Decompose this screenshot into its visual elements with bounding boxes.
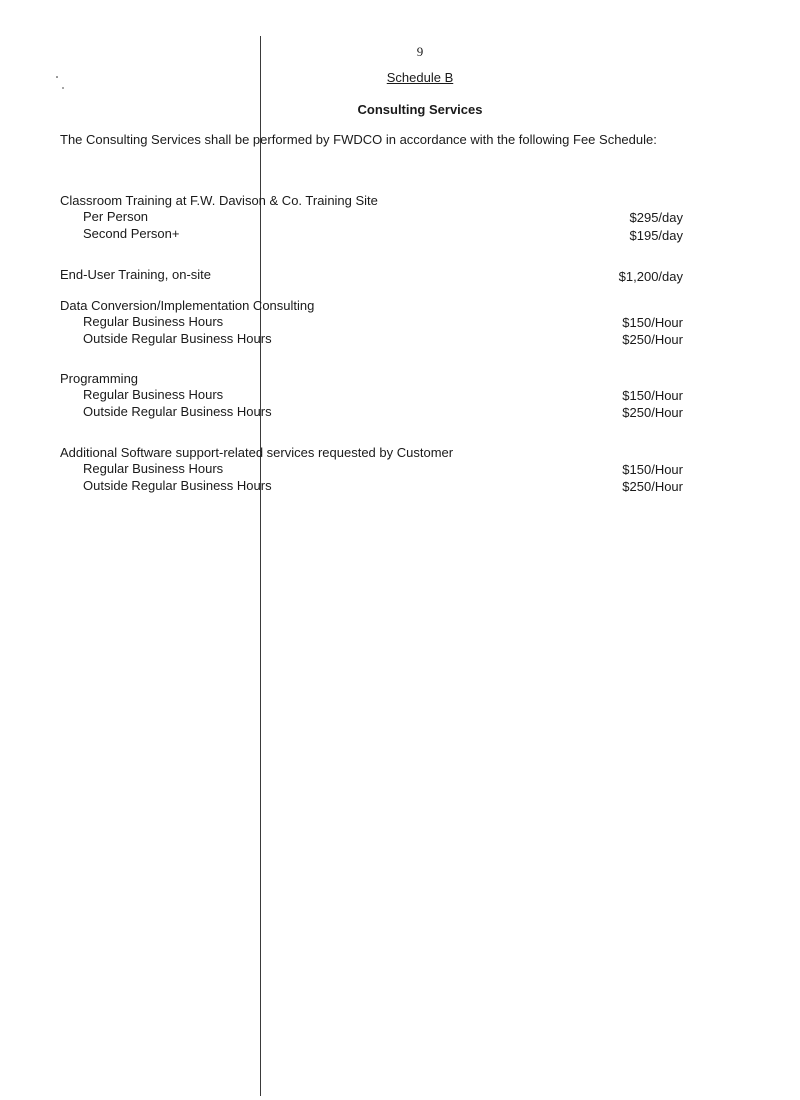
fee-group-title: Classroom Training at F.W. Davison & Co. Training Site xyxy=(60,193,378,208)
scan-speck xyxy=(62,87,64,89)
fee-item-label: Outside Regular Business Hours xyxy=(83,478,272,493)
fee-item-label: Second Person+ xyxy=(83,226,180,241)
fee-group-title: Data Conversion/Implementation Consulting xyxy=(60,298,315,313)
fee-item-price: $195/day xyxy=(629,228,683,243)
fee-group-title: Additional Software support-related services requested by Customer xyxy=(60,445,454,460)
page-number: 9 xyxy=(416,44,424,59)
fee-item-price: $150/Hour xyxy=(622,388,683,403)
section-heading: Consulting Services xyxy=(357,102,483,117)
fee-item-label: Regular Business Hours xyxy=(83,387,224,402)
fee-item-label: Per Person xyxy=(83,209,149,224)
fee-item-label: Regular Business Hours xyxy=(83,461,224,476)
fee-item-price: $250/Hour xyxy=(622,479,683,494)
intro-paragraph: The Consulting Services shall be performed by FWDCO in accordance with the following Fee Schedule: xyxy=(60,132,657,147)
fee-group-title: End-User Training, on-site xyxy=(60,267,212,282)
fee-item-label: Outside Regular Business Hours xyxy=(83,331,272,346)
fee-group-title: Programming xyxy=(60,371,139,386)
fee-item-price: $250/Hour xyxy=(622,332,683,347)
fee-item-price: $295/day xyxy=(629,210,683,225)
fee-item-price: $150/Hour xyxy=(622,462,683,477)
fee-item-label: Regular Business Hours xyxy=(83,314,224,329)
schedule-title: Schedule B xyxy=(386,70,454,85)
fee-item-label: Outside Regular Business Hours xyxy=(83,404,272,419)
fee-item-price: $150/Hour xyxy=(622,315,683,330)
fee-item-price: $250/Hour xyxy=(622,405,683,420)
fee-group-price: $1,200/day xyxy=(618,269,683,284)
